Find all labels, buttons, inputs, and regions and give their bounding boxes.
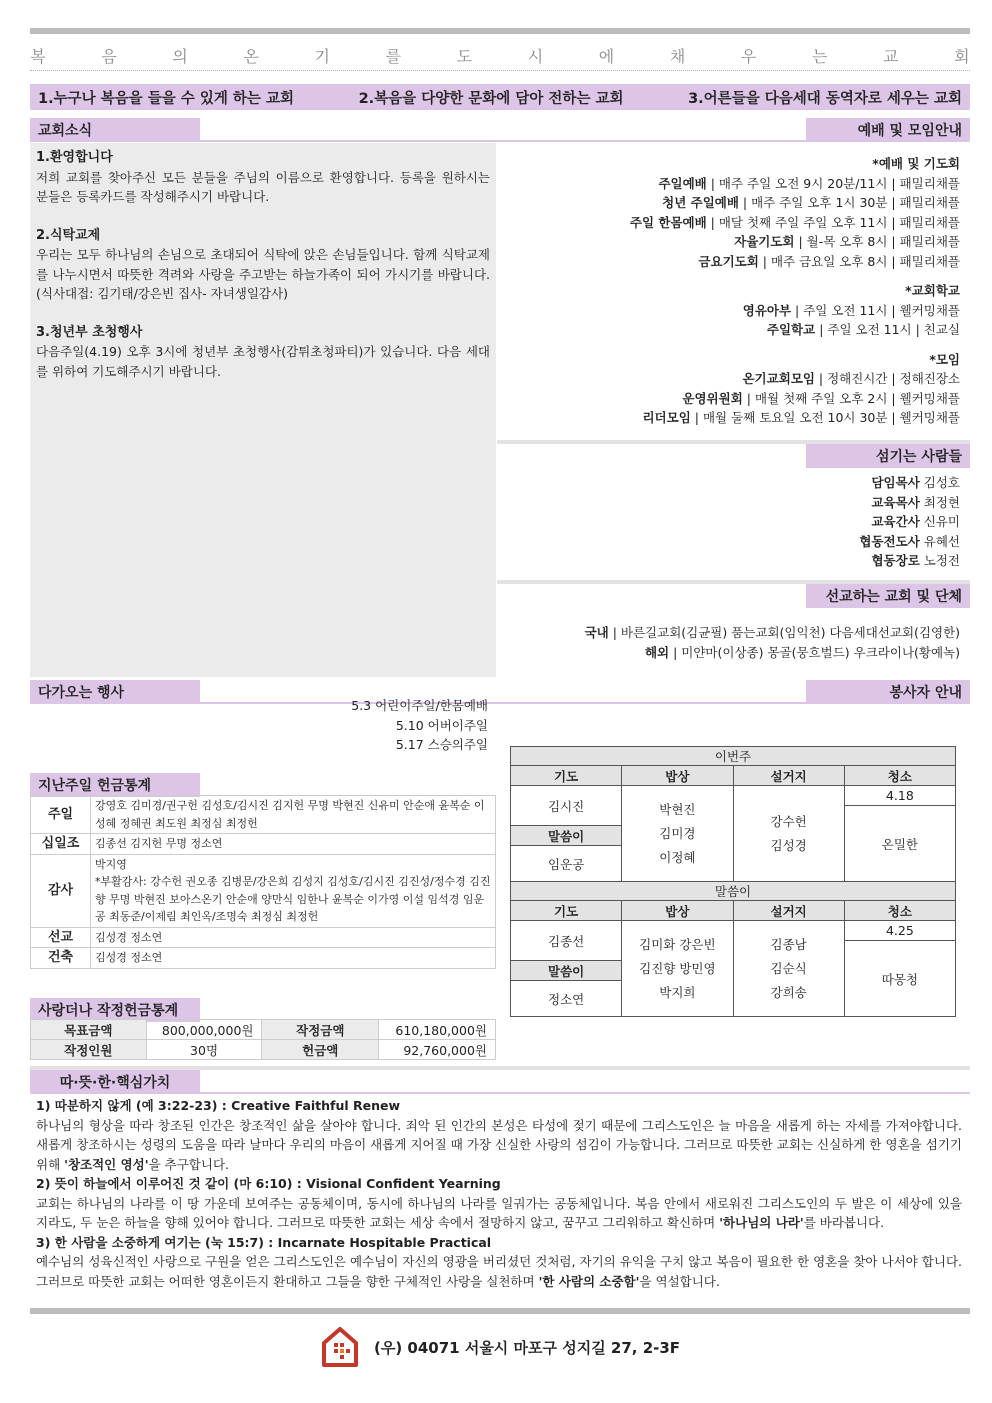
core-text: 교회는 하나님의 나라를 이 땅 가운데 보여주는 공동체이며, 동시에 하나님의 나라를 일궈가는 공동체입니다. 복음 안에서 새로워진 그리스도인의 두 발은 이 세상에 있을 지라도, 두 눈은 하늘을 향해 있어야 합니다. 그러므로 따뜻한 교회는 세상 속에서 절망하지 않고, 꿈꾸고 그리워하고 확신하며 (36, 1195, 962, 1230)
mission-item: 2.복음을 다양한 문화에 담아 전하는 교회 (358, 90, 624, 107)
core-title: 2) 뜻이 하늘에서 이루어진 것 같이 (마 6:10) : Visional Confident Yearning (36, 1176, 501, 1191)
info-detail: | 매주 주일 오후 1시 30분 | 패밀리채플 (738, 195, 960, 210)
core-text: 를 바라봅니다. (803, 1215, 885, 1230)
schedule-row (511, 921, 956, 941)
news-header: 교회소식 (30, 118, 200, 142)
week-title: 말씀이 (511, 882, 956, 901)
cleaning-date: 4.25 (844, 921, 955, 941)
news-title: 1.환영합니다 (36, 150, 113, 165)
event-item: 5.3 어린이주일/한몸예배 (351, 698, 488, 713)
info-row (630, 193, 960, 213)
pledged-label: 작정금액 (262, 1020, 379, 1040)
core-text: 을 추구합니다. (148, 1156, 229, 1172)
word-label: 말씀이 (511, 961, 622, 981)
info-row (859, 551, 960, 571)
servants-header: 섬기는 사람들 (806, 444, 970, 468)
info-detail: | 주일 오전 11시 | 친교실 (815, 322, 960, 337)
events-list (300, 696, 488, 755)
slogan-char: 우 (740, 47, 757, 66)
volunteer-name: 김성경 (770, 837, 807, 853)
info-detail: 김성호 (919, 475, 960, 490)
slogan-char: 온 (243, 47, 259, 66)
column-header-row (511, 901, 956, 921)
prayer-volunteer: 김종선 (511, 921, 622, 961)
volunteer-name: 강수헌 (770, 813, 807, 829)
info-row (630, 232, 960, 252)
slogan-char: 기 (314, 47, 330, 66)
slogan-char: 채 (669, 47, 686, 66)
volunteer-names (733, 921, 844, 1017)
slogan-char: 에 (598, 47, 615, 66)
core-text: 예수님의 성육신적인 사랑으로 구원을 얻은 그리스도인은 예수님이 자신의 영광을 버리셨던 것처럼, 자기의 유익을 구치 않고 복음이 필요한 한 영혼을 찾아 나서야 합니다. 그러므로 따뜻한 교회는 어떠한 영혼이든지 환대하고 그들을 향한 구체적인 사랑을 실천하며 (36, 1254, 962, 1289)
offering-category: 선교 (31, 927, 91, 948)
info-row (630, 369, 960, 389)
mission-item: 1.누구나 복음을 들을 수 있게 하는 교회 (38, 90, 294, 107)
info-name: 청년 주일예배 (662, 195, 739, 210)
slogan-char: 복 (30, 47, 46, 66)
volunteer-name: 박현진 (659, 801, 696, 817)
core-body (36, 1194, 962, 1233)
word-label: 말씀이 (511, 826, 622, 846)
header-rule (200, 140, 806, 142)
info-row (630, 301, 960, 321)
info-detail: | 주일 오전 11시 | 웰커밍채플 (791, 302, 960, 318)
info-detail: | 매주 주일 오전 9시 20분/11시 | 패밀리채플 (706, 175, 960, 191)
info-detail: | 매월 첫째 주일 오후 2시 | 웰커밍채플 (742, 390, 960, 406)
info-name: 주일 한몸예배 (629, 214, 707, 230)
cleaning-date: 4.18 (844, 786, 955, 806)
offering-row (31, 796, 496, 834)
core-title: 1) 따분하지 않게 (예 3:22-23) : Creative Faithful Renew (36, 1098, 401, 1113)
info-detail: 신유미 (919, 514, 960, 529)
info-row (585, 643, 960, 663)
word-volunteer: 정소연 (511, 981, 622, 1017)
footer (320, 1325, 680, 1369)
core-title: 3) 한 사람을 소중하게 여기는 (눅 15:7) : Incarnate Hospitable Practical (36, 1234, 492, 1250)
missions-header: 선교하는 교회 및 단체 (806, 584, 970, 608)
header-rule (200, 1092, 970, 1094)
slogan-char: 시 (527, 47, 544, 66)
count-label: 작정인원 (31, 1040, 147, 1060)
info-name: 협동전도사 (859, 533, 920, 549)
worship-header: 예배 및 모임안내 (806, 118, 970, 142)
volunteer-names (622, 786, 733, 882)
column-header: 밥상 (622, 901, 733, 921)
volunteers-header: 봉사자 안내 (806, 680, 970, 704)
column-header: 설거지 (733, 901, 844, 921)
servants-list (859, 473, 960, 571)
slogan-underline (30, 70, 970, 71)
info-name: 국내 (584, 625, 609, 640)
volunteer-name: 김진향 방민영 (639, 960, 716, 976)
volunteer-schedule (510, 746, 956, 1017)
pledge-header: 사랑더나 작정헌금통계 (30, 998, 200, 1022)
slogan-char: 회 (954, 47, 970, 66)
column-header: 밥상 (622, 766, 733, 786)
address-text: (우) 04071 서울시 마포구 성지길 27, 2-3F (374, 1338, 681, 1357)
info-name: 협동장로 (871, 553, 920, 568)
offering-row (31, 854, 496, 927)
worship-subtitle: *모임 (929, 351, 960, 367)
info-row (630, 174, 960, 194)
volunteer-name: 김미경 (659, 825, 696, 841)
news-body: 우리는 모두 하나님의 손님으로 초대되어 식탁에 앉은 손님들입니다. 함께 식탁교제를 나누시면서 따뜻한 격려와 사랑을 주고받는 하늘가족이 되어 가시기를 바랍니다. (식사대접: 김기태/강은빈 집사- 자녀생일감사) (36, 247, 490, 301)
offering-names: 김성경 정소연 (91, 948, 496, 969)
core-values (36, 1096, 962, 1291)
info-name: 운영위원회 (682, 390, 743, 406)
mission-bar (30, 84, 970, 110)
offering-names: 김종선 김지헌 무명 정소연 (91, 834, 496, 855)
volunteer-name: 이정혜 (659, 849, 696, 865)
missions-list (585, 623, 960, 662)
offering-table (30, 795, 496, 969)
core-emphasis: '한 사람의 소중함' (538, 1273, 640, 1289)
slogan-char: 를 (385, 47, 402, 66)
worship-subtitle: *교회학교 (905, 283, 960, 298)
slogan-char: 음 (101, 47, 117, 66)
info-name: 해외 (644, 644, 670, 660)
info-name: 교육간사 (871, 514, 920, 529)
schedule-row (511, 786, 956, 806)
paid-label: 헌금액 (262, 1040, 379, 1060)
info-name: 교육목사 (871, 494, 920, 510)
church-house-icon (320, 1325, 360, 1369)
volunteer-names (733, 786, 844, 882)
column-header: 청소 (844, 901, 955, 921)
volunteer-name: 김미화 강은빈 (639, 936, 716, 952)
volunteer-name: 박지희 (659, 984, 696, 1000)
info-row (585, 623, 960, 643)
info-detail: 노정전 (919, 553, 960, 568)
core-text: 하나님의 형상을 따라 창조된 인간은 창조적인 삶을 살아야 합니다. 죄악 된 인간의 본성은 타성에 젖기 때문에 그리스도인은 늘 마음을 새롭게 하는 자세를 가져야합니다. 새롭게 창조하시는 성령의 도움을 따라 날마다 우리의 마음이 새롭게 지어질 때 가장 신실한 사랑의 섬김이 가능합니다. 그러므로 따뜻한 교회는 신실하게 한 영혼을 섬기기 위해 (36, 1117, 962, 1172)
info-row (630, 389, 960, 409)
cleaning-volunteer: 따몽청 (844, 941, 955, 1017)
slogan-char: 도 (456, 47, 473, 66)
prayer-volunteer: 김시진 (511, 786, 622, 826)
offering-names: 김성경 정소연 (91, 927, 496, 948)
info-detail: | 미얀마(이상종) 몽골(뭉흐벌드) 우크라이나(황예녹) (669, 644, 960, 660)
slogan-char: 는 (811, 47, 828, 66)
volunteer-name: 강희송 (770, 984, 807, 1000)
offering-category: 건축 (31, 948, 91, 969)
core-header: 따·뜻·한·핵심가치 (30, 1070, 200, 1094)
core-emphasis: '하나님의 나라' (719, 1215, 804, 1230)
info-name: 영유아부 (742, 302, 792, 318)
offering-names: 박지영 *부활감사: 강수헌 권오종 김병문/강은희 김성지 김성호/김시진 김진성/정수경 김진향 무명 박현진 보아스온기 안순애 양만식 임한나 윤복순 이가영 이설 임석경 임운공 최동준/이제림 최인옥/조명숙 최정심 최정헌 (91, 854, 496, 927)
worship-list (630, 154, 960, 428)
header-rule (200, 702, 806, 704)
volunteer-names (622, 921, 733, 1017)
info-detail: | 매월 둘째 토요일 오전 10시 30분 | 웰커밍채플 (690, 410, 960, 425)
info-name: 주일예배 (658, 175, 707, 191)
offering-header: 지난주일 헌금통계 (30, 773, 200, 797)
paid-value: 92,760,000원 (379, 1040, 496, 1060)
info-detail: | 매주 금요일 오후 8시 | 패밀리채플 (758, 253, 960, 269)
bottom-rule (30, 1308, 970, 1314)
info-detail: 유혜선 (919, 533, 960, 549)
event-item: 5.10 어버이주일 (395, 717, 488, 733)
slogan (30, 44, 970, 72)
info-row (859, 512, 960, 532)
word-volunteer: 임운공 (511, 846, 622, 882)
column-header: 설거지 (733, 766, 844, 786)
goal-label: 목표금액 (31, 1020, 147, 1040)
week-title-row (511, 747, 956, 766)
core-body (36, 1252, 962, 1291)
info-row (859, 532, 960, 552)
info-name: 담임목사 (871, 475, 920, 490)
events-header: 다가오는 행사 (30, 680, 200, 704)
mission-item: 3.어른들을 다음세대 동역자로 세우는 교회 (688, 90, 962, 107)
column-header: 기도 (511, 766, 622, 786)
column-header: 기도 (511, 901, 622, 921)
column-header: 청소 (844, 766, 955, 786)
offering-category: 주일 (31, 796, 91, 834)
info-row (630, 320, 960, 340)
core-body (36, 1116, 962, 1175)
offering-category: 감사 (31, 854, 91, 927)
info-row (630, 213, 960, 233)
top-rule (30, 28, 970, 34)
news-list (36, 148, 490, 400)
slogan-char: 교 (883, 47, 899, 66)
info-detail: | 정해진시간 | 정해진장소 (814, 371, 960, 386)
info-detail: | 바른길교회(김균필) 품는교회(임익천) 다음세대선교회(김영한) (608, 625, 960, 640)
cleaning-volunteer: 온밀한 (844, 806, 955, 882)
event-item: 5.17 스승의주일 (395, 737, 488, 752)
column-header-row (511, 766, 956, 786)
info-row (630, 252, 960, 272)
core-emphasis: '창조적인 영성' (64, 1156, 149, 1172)
info-name: 주일학교 (766, 322, 816, 337)
worship-subtitle: *예배 및 기도회 (872, 156, 960, 171)
volunteer-name: 김종남 (770, 936, 807, 952)
info-name: 리더모임 (642, 410, 691, 425)
info-name: 온기교회모임 (742, 371, 815, 386)
news-body: 다음주일(4.19) 오후 3시에 청년부 초청행사(감튀초청파티)가 있습니다. 다음 세대를 위하여 기도해주시기 바랍니다. (36, 344, 490, 379)
info-name: 금요기도회 (698, 253, 759, 269)
info-row (859, 493, 960, 513)
info-name: 자율기도회 (734, 234, 795, 249)
offering-row (31, 948, 496, 969)
news-title: 2.식탁교제 (36, 227, 101, 243)
offering-names: 강영호 김미경/권구헌 김성호/김시진 김지헌 무명 박현진 신유미 안순애 윤복순 이성혜 정혜권 최도원 최정심 최정헌 (91, 796, 496, 834)
week-title-row (511, 882, 956, 901)
goal-value: 800,000,000원 (146, 1020, 262, 1040)
news-body: 저희 교회를 찾아주신 모든 분들을 주님의 이름으로 환영합니다. 등록을 원하시는 분들은 등록카드를 작성해주시기 바랍니다. (36, 169, 490, 204)
info-detail: | 월-목 오후 8시 | 패밀리채플 (794, 234, 960, 249)
core-text: 을 역설합니다. (639, 1273, 720, 1289)
info-row (630, 408, 960, 428)
pledged-value: 610,180,000원 (379, 1020, 496, 1040)
offering-category: 십일조 (31, 834, 91, 855)
count-value: 30명 (146, 1040, 262, 1060)
volunteer-name: 김순식 (770, 960, 807, 976)
offering-row (31, 927, 496, 948)
info-row (859, 473, 960, 493)
offering-row (31, 834, 496, 855)
info-detail: 최정현 (919, 494, 960, 510)
info-detail: | 매달 첫째 주일 주일 오후 11시 | 패밀리채플 (706, 214, 960, 230)
pledge-table (30, 1019, 496, 1060)
slogan-char: 의 (172, 47, 188, 66)
week-title: 이번주 (511, 747, 956, 766)
news-title: 3.청년부 초청행사 (36, 324, 143, 340)
